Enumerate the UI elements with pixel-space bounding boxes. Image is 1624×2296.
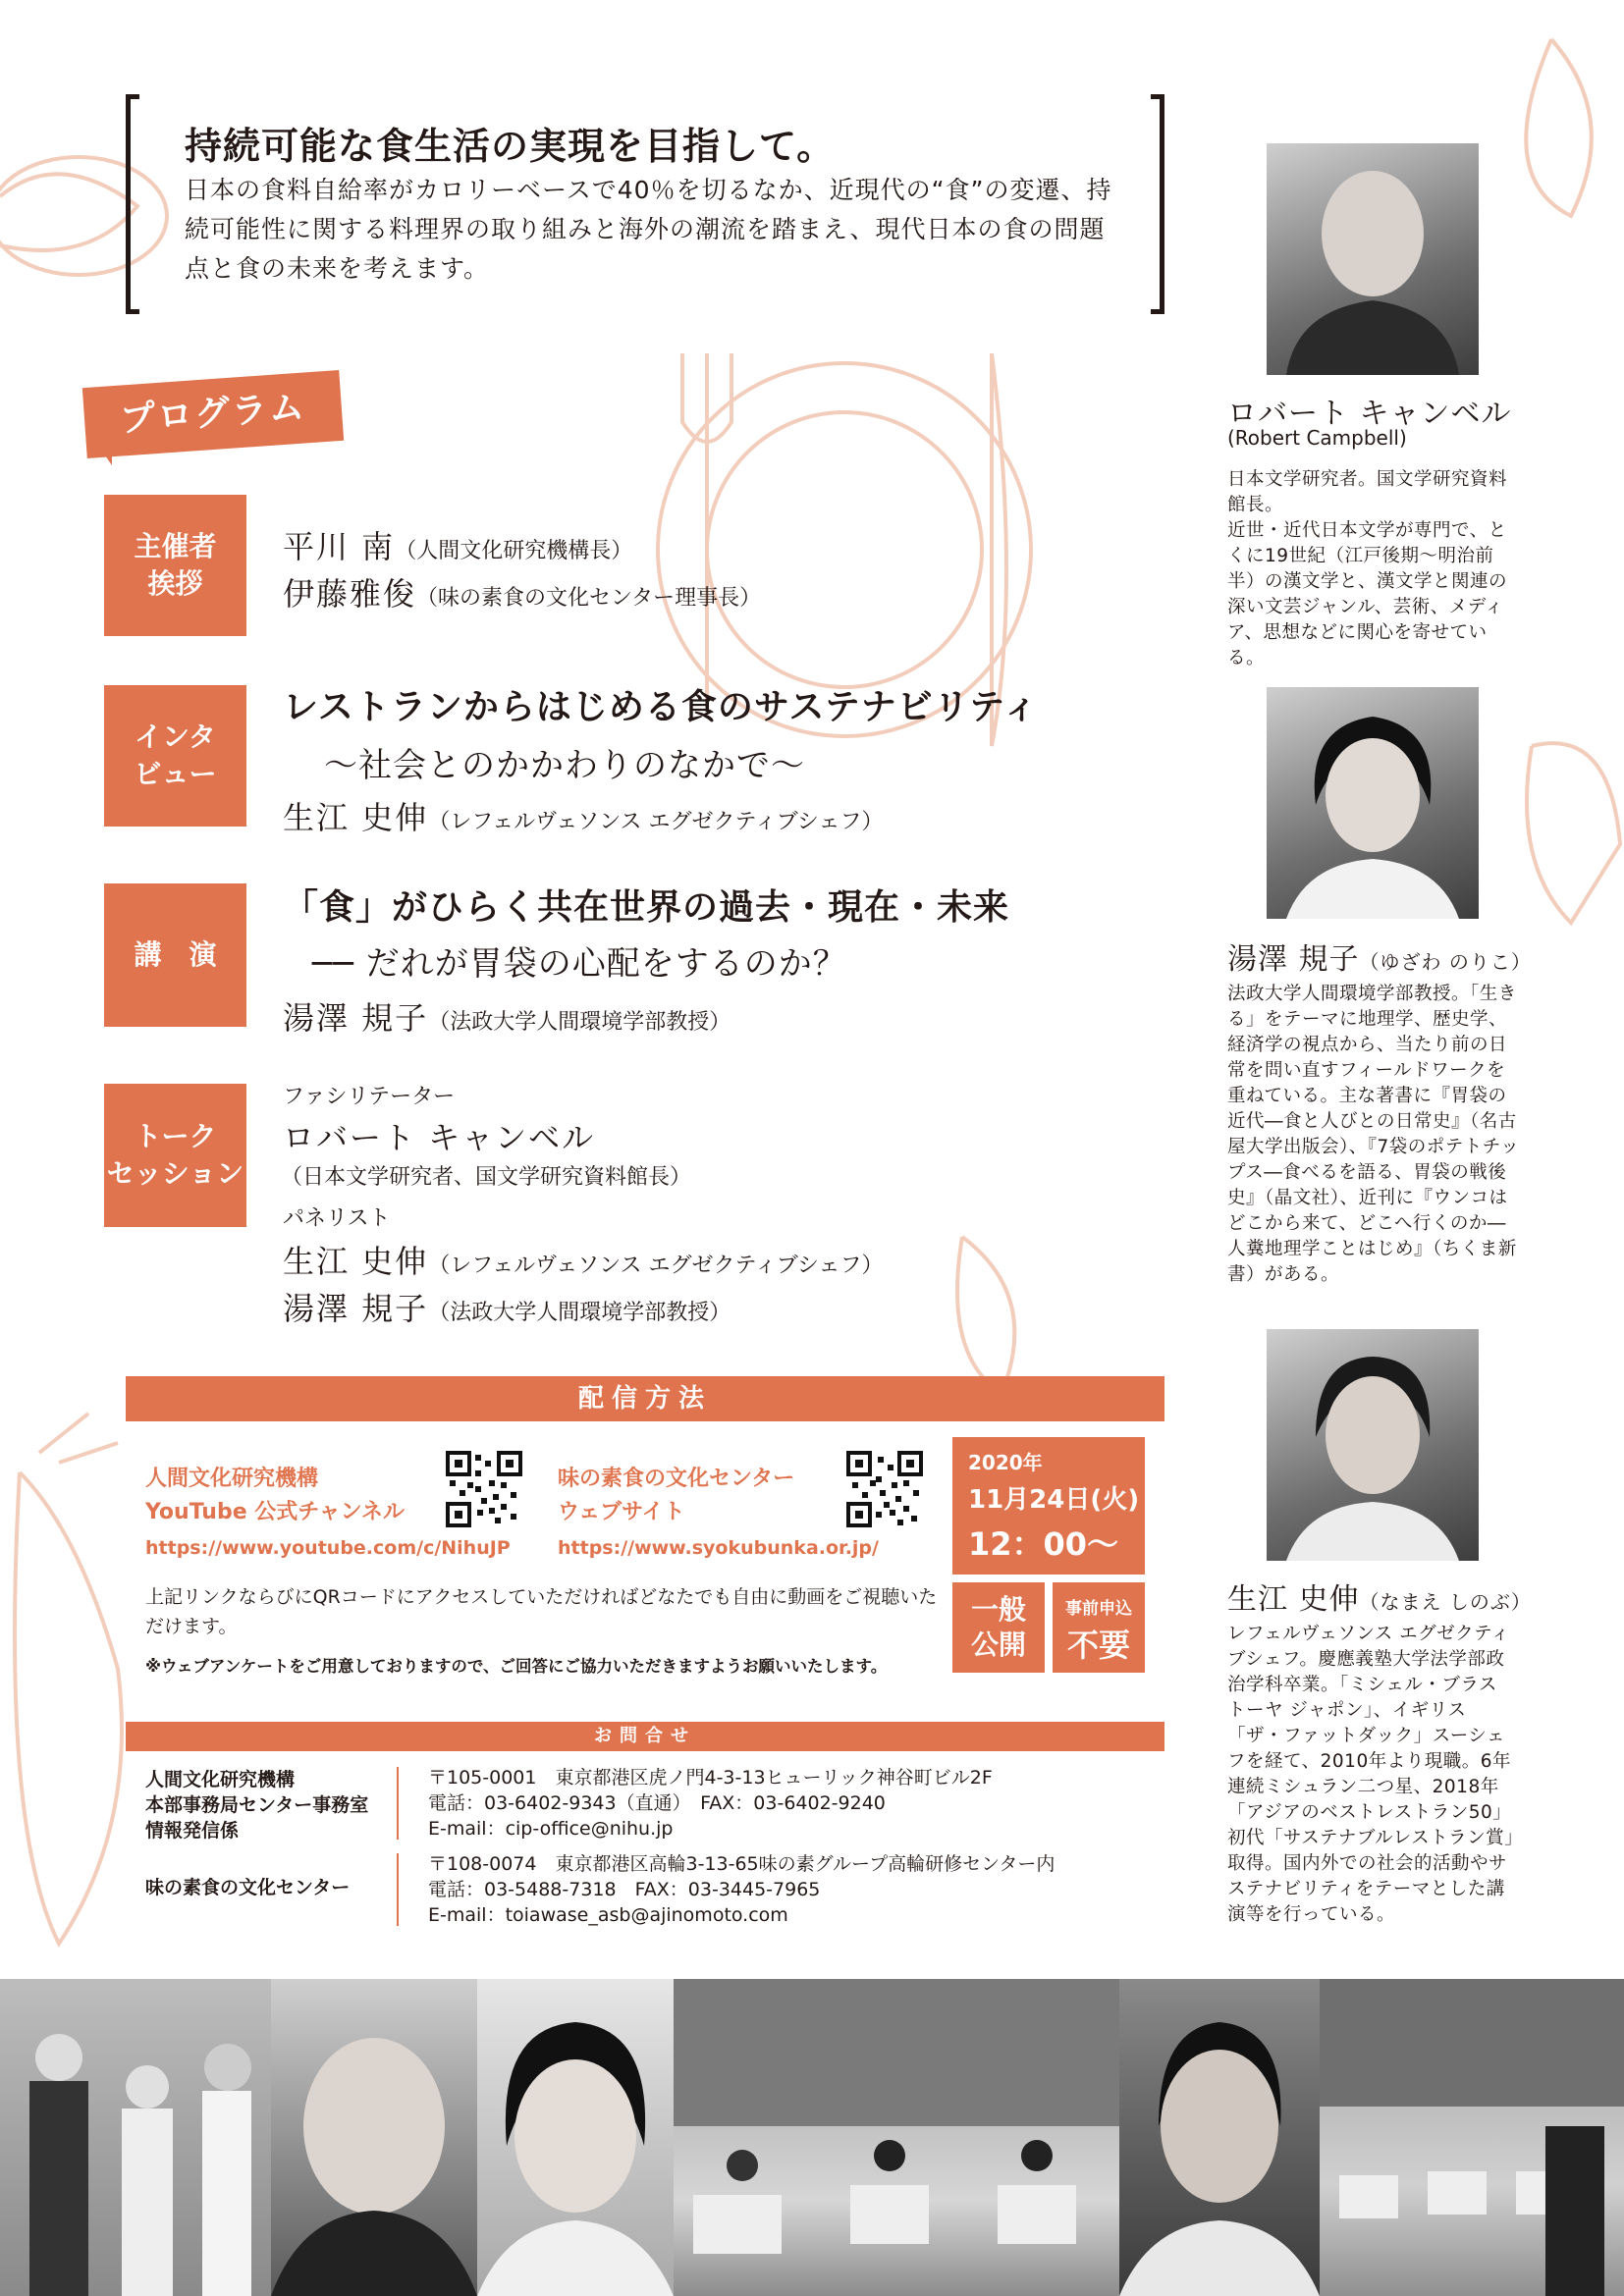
intro-title: 持続可能な食生活の実現を目指して。 (185, 125, 836, 168)
program-tag: プログラム (82, 370, 344, 458)
program-tag-tail (94, 440, 112, 465)
photo-namae-closeup (1119, 1979, 1320, 2296)
intro-body: 日本の食料自給率がカロリーベースで40％を切るなか、近現代の“食”の変遷、持続可能性に関する料理界の取り組みと海外の潮流を踏まえ、現代日本の食の問題点と食の未来を考えます。 (185, 176, 1112, 283)
contact-divider-2 (397, 1853, 399, 1926)
interview-speaker (283, 793, 883, 838)
contact-org1-details (428, 1765, 993, 1842)
facilitator-label: ファシリテーター (283, 1085, 456, 1109)
interview-name: 生江 史伸 (283, 799, 429, 836)
photo-campbell-closeup (271, 1979, 477, 2296)
registration-badge (1053, 1582, 1145, 1673)
speaker-photo-campbell (1267, 143, 1479, 375)
facilitator-name: ロバート キャンベル (283, 1119, 596, 1156)
panelist-role-1: （レフェルヴェソンス エグゼクティブシェフ） (428, 1254, 884, 1278)
channel2-line1: 味の素食の文化センター (558, 1467, 795, 1491)
badge-interview: インタ ビュー (104, 685, 246, 827)
speaker-name-yuzawa (1227, 934, 1532, 978)
contact-header: お問合せ (126, 1722, 1164, 1751)
contact-org1-email[interactable]: E-mail：cip-office@nihu.jp (428, 1818, 674, 1840)
greeting-name-2: 伊藤雅俊 (283, 575, 417, 613)
channel2-title (558, 1463, 794, 1529)
contact-org1-address: 〒105-0001 東京都港区虎ノ門4-3-13ヒューリック神谷町ビル2F (428, 1767, 993, 1789)
contact-org2-email[interactable]: E-mail：toiawase_asb@ajinomoto.com (428, 1904, 788, 1926)
lecture-subtitle: ── だれが胃袋の心配をするのか？ (312, 944, 847, 984)
qr-code-youtube[interactable] (446, 1451, 522, 1527)
contact-divider-1 (397, 1767, 399, 1840)
event-year: 2020年 (968, 1451, 1043, 1474)
interview-title: レストランからはじめる食のサステナビリティ (283, 687, 1040, 727)
speaker-name-namae (1227, 1575, 1532, 1618)
photo-stage-wide (1320, 1979, 1624, 2296)
event-time: 12：00～ (968, 1525, 1119, 1563)
facilitator-role: （日本文学研究者、国文学研究資料館長） (281, 1165, 692, 1190)
registration-value: 不要 (1066, 1627, 1130, 1664)
badge-greeting: 主催者 挨拶 (104, 495, 246, 636)
speaker-bio-yuzawa: 法政大学人間環境学部教授。「生きる」をテーマに地理学、歴史学、経済学の視点から、当たり前の日常を問い直すフィールドワークを重ねている。主な著書に『胃袋の近代―食と人びとの日常史』（名古屋大学出版会）、『7袋のポテトチップス―食べるを語る、胃袋の戦後史』（晶文社）、近刊に『ウンコはどこから来て、どこへ行くのか―人糞地理学ことはじめ』（ちくま新書）がある。 (1227, 984, 1520, 1285)
contact-org1-name: 人間文化研究機構 本部事務局センター事務室 情報発信係 (145, 1769, 369, 1842)
lecture-title: 「食」がひらく共在世界の過去・現在・未来 (283, 887, 1010, 928)
photo-group (0, 1979, 271, 2296)
panelist-name-2: 湯澤 規子 (283, 1290, 429, 1327)
photo-stage-session (674, 1979, 1119, 2296)
speaker-sub-campbell: (Robert Campbell) (1227, 426, 1407, 450)
greeting-role-1: （人間文化研究機構長） (395, 539, 633, 563)
panelist-name-1: 生江 史伸 (283, 1243, 429, 1280)
greeting-role-2: （味の素食の文化センター理事長） (416, 586, 762, 611)
panelist-2 (283, 1284, 731, 1329)
badge-lecture: 講 演 (104, 883, 246, 1027)
intro-bracket-left (126, 94, 139, 314)
speaker-bio-campbell: 日本文学研究者。国文学研究資料館長。 近世・近代日本文学が専門で、とくに19世紀（江戸後期～明治前半）の漢文学と、漢文学と関連の深い文芸ジャンル、芸術、メディア、思想などに関心を寄せている。 (1227, 469, 1508, 668)
speaker-photo-namae (1267, 1329, 1479, 1561)
channel1-line1: 人間文化研究機構 (145, 1467, 319, 1491)
speaker-photo-yuzawa (1267, 687, 1479, 919)
greeting-name-1: 平川 南 (283, 528, 396, 565)
public-badge: 一般 公開 (952, 1582, 1045, 1673)
interview-subtitle: ～社会とのかかわりのなかで～ (324, 746, 805, 785)
speaker-bio-namae: レフェルヴェソンス エグゼクティブシェフ。慶應義塾大学法学部政治学科卒業。「ミシェル・ブラス トーヤ ジャポン」、イギリス「ザ・ファットダック」スーシェフを経て、2010年より現職。6年連続ミシュラン二つ星、2018年「アジアのベストレストラン50」初代「サステナブルレストラン賞」取得。国内外での社会的活動やサステナビリティをテーマとした講演等を行っている。 (1227, 1624, 1514, 1925)
registration-label: 事前申込 (1065, 1599, 1132, 1619)
contact-org2-phone: 電話：03-5488-7318 FAX：03-3445-7965 (428, 1879, 821, 1900)
channel2-url[interactable]: https://www.syokubunka.or.jp/ (558, 1537, 879, 1559)
lecture-name: 湯澤 規子 (283, 999, 429, 1037)
contact-org2-address: 〒108-0074 東京都港区高輪3-13-65味の素グループ高輪研修センター内 (428, 1853, 1056, 1875)
channel1-line2: YouTube 公式チャンネル (145, 1500, 405, 1524)
channel1-url[interactable]: https://www.youtube.com/c/NihuJP (145, 1537, 511, 1559)
contact-org2-details (428, 1851, 1055, 1928)
contact-org1-phone: 電話：03-6402-9343（直通） FAX：03-6402-9240 (428, 1792, 886, 1814)
speaker-sub-yuzawa: （ゆざわ のりこ） (1359, 950, 1532, 974)
badge-talk-session: トーク セッション (104, 1084, 246, 1227)
panelist-1 (283, 1237, 883, 1282)
speaker-name-yuzawa-text: 湯澤 規子 (1227, 942, 1360, 977)
contact-org2-name: 味の素食の文化センター (145, 1877, 351, 1898)
panelist-label: パネリスト (283, 1206, 391, 1231)
channel2-line2: ウェブサイト (558, 1500, 685, 1524)
intro-bracket-right (1151, 94, 1164, 314)
panelist-role-2: （法政大学人間環境学部教授） (428, 1301, 731, 1325)
photo-yuzawa-closeup (477, 1979, 674, 2296)
speaker-name-campbell: ロバート キャンベル (1227, 397, 1512, 431)
lecture-speaker (283, 993, 731, 1039)
interview-role: （レフェルヴェソンス エグゼクティブシェフ） (428, 810, 884, 834)
streaming-note: 上記リンクならびにQRコードにアクセスしていただければどなたでも自由に動画をご視聴いただけます。 (145, 1586, 938, 1637)
streaming-header: 配信方法 (126, 1376, 1164, 1421)
lecture-role: （法政大学人間環境学部教授） (428, 1010, 731, 1035)
event-date: 11月24日(火) (968, 1485, 1140, 1515)
greeting-person-2 (283, 569, 761, 614)
event-date-box (952, 1437, 1145, 1575)
greeting-person-1 (283, 522, 632, 567)
survey-note: ※ウェブアンケートをご用意しておりますので、ご回答にご協力いただきますようお願いいたします。 (145, 1657, 888, 1676)
speaker-sub-namae: （なまえ しのぶ） (1359, 1590, 1532, 1614)
speaker-name-namae-text: 生江 史伸 (1227, 1582, 1360, 1617)
qr-code-website[interactable] (846, 1451, 923, 1527)
channel1-title (145, 1463, 405, 1529)
